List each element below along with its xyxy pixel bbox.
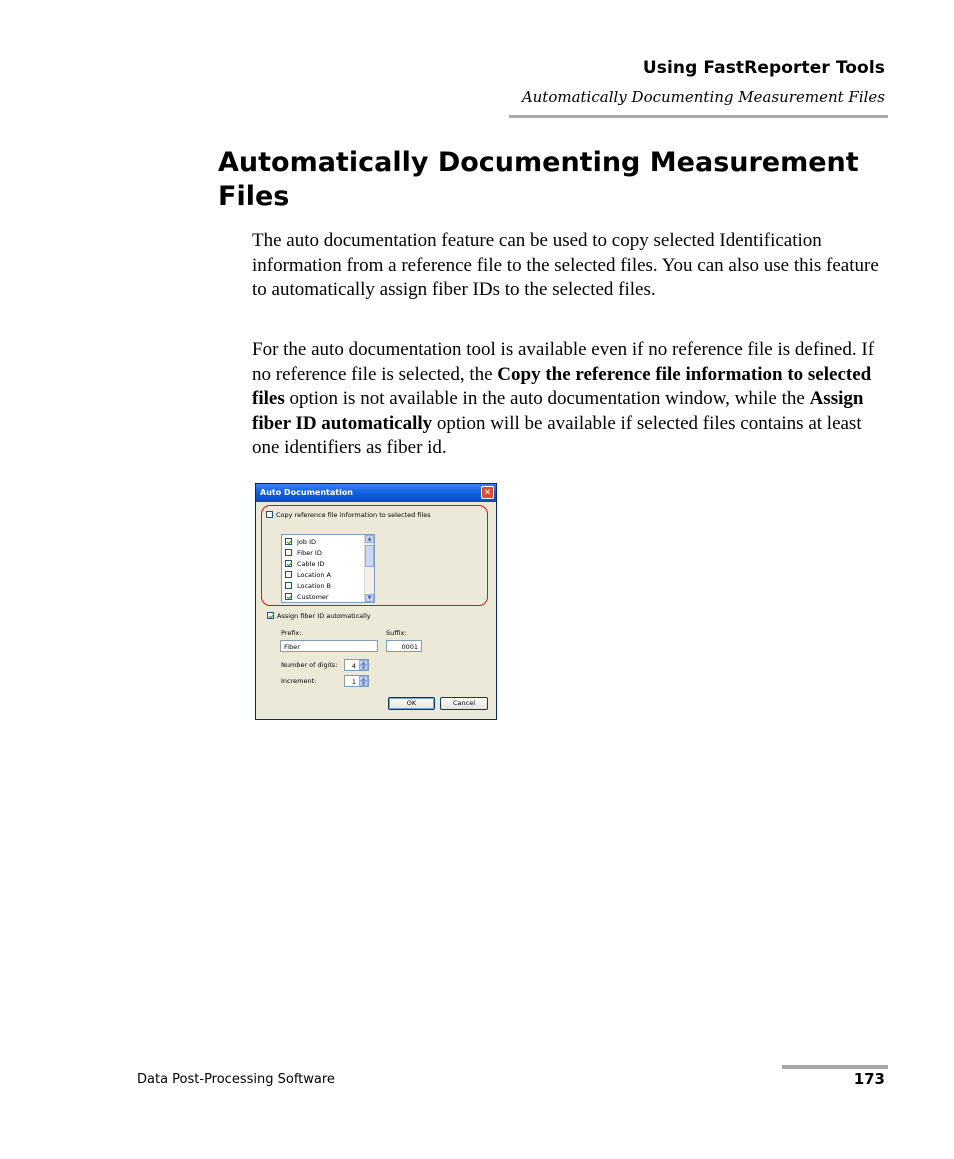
chevron-up-icon[interactable]: ▲ bbox=[359, 676, 368, 681]
footer-rule bbox=[782, 1065, 888, 1069]
list-item-label: Location B bbox=[297, 582, 332, 590]
paragraph-text: For the auto documentation tool is available even if no reference file is defined. If no reference file is selected, the bbox=[252, 339, 875, 385]
digits-label: Number of digits: bbox=[281, 661, 338, 669]
suffix-input[interactable]: 0001 bbox=[386, 640, 422, 652]
list-item-label: Customer bbox=[297, 593, 329, 601]
paragraph-text: option is not available in the auto documentation window, while the bbox=[284, 388, 810, 409]
increment-value: 1 bbox=[351, 678, 356, 686]
scrollbar-thumb[interactable] bbox=[365, 545, 374, 567]
list-item-checkbox[interactable] bbox=[285, 593, 292, 600]
prefix-input[interactable]: Fiber bbox=[280, 640, 378, 652]
cancel-button[interactable]: Cancel bbox=[440, 697, 488, 710]
page-heading: Automatically Documenting Measurement Files bbox=[218, 147, 859, 212]
paragraph-text: option will be available if selected files contains at least one identifiers as fiber id. bbox=[252, 412, 862, 458]
list-scrollbar[interactable] bbox=[364, 535, 374, 602]
section-title: Automatically Documenting Measurement Files bbox=[521, 88, 885, 106]
assign-fiber-id-label: Assign fiber ID automatically bbox=[277, 612, 371, 620]
copy-reference-label: Copy reference file information to selected files bbox=[276, 511, 431, 519]
list-item-label: Fiber ID bbox=[297, 549, 322, 557]
dialog-titlebar[interactable] bbox=[256, 484, 496, 502]
paragraph-intro: The auto documentation feature can be used to copy selected Identification information from a reference file to the selected files. You can also use this feature to automatically assign fiber IDs to the selected files. bbox=[252, 230, 879, 300]
suffix-label: Suffix: bbox=[386, 629, 407, 637]
dialog-title: Auto Documentation bbox=[260, 488, 354, 497]
list-item-checkbox[interactable] bbox=[285, 560, 292, 567]
list-item-label: Location A bbox=[297, 571, 332, 579]
digits-stepper[interactable] bbox=[344, 659, 369, 671]
assign-fiber-id-checkbox[interactable] bbox=[267, 612, 274, 619]
list-item-checkbox[interactable] bbox=[285, 571, 292, 578]
chapter-title: Using FastReporter Tools bbox=[642, 58, 885, 78]
chevron-up-icon[interactable]: ▲ bbox=[359, 660, 368, 665]
list-item-label: Cable ID bbox=[297, 560, 325, 568]
prefix-label: Prefix: bbox=[281, 629, 302, 637]
list-item-checkbox[interactable] bbox=[285, 538, 292, 545]
chevron-up-icon[interactable]: ▲ bbox=[365, 535, 374, 543]
chevron-down-icon[interactable]: ▼ bbox=[365, 594, 374, 602]
list-item-label: Job ID bbox=[297, 538, 317, 546]
ok-button[interactable]: OK bbox=[388, 697, 435, 710]
bold-option-copy: Copy the reference file information to selected files bbox=[252, 363, 872, 409]
list-item-checkbox[interactable] bbox=[285, 582, 292, 589]
paragraph-details bbox=[252, 338, 892, 461]
list-item-checkbox[interactable] bbox=[285, 549, 292, 556]
digits-value: 4 bbox=[351, 662, 356, 670]
identifier-list[interactable] bbox=[281, 534, 375, 603]
page-number: 173 bbox=[853, 1070, 885, 1088]
bold-option-assign: Assign fiber ID automatically bbox=[252, 388, 864, 434]
increment-label: Increment: bbox=[281, 677, 317, 685]
chevron-down-icon[interactable]: ▼ bbox=[359, 681, 368, 686]
header-rule bbox=[509, 115, 888, 118]
chevron-down-icon[interactable]: ▼ bbox=[359, 665, 368, 670]
increment-stepper[interactable] bbox=[344, 675, 369, 687]
footer-doc-title: Data Post-Processing Software bbox=[137, 1072, 335, 1087]
auto-documentation-dialog bbox=[255, 483, 497, 720]
close-icon[interactable]: ✕ bbox=[481, 486, 494, 499]
